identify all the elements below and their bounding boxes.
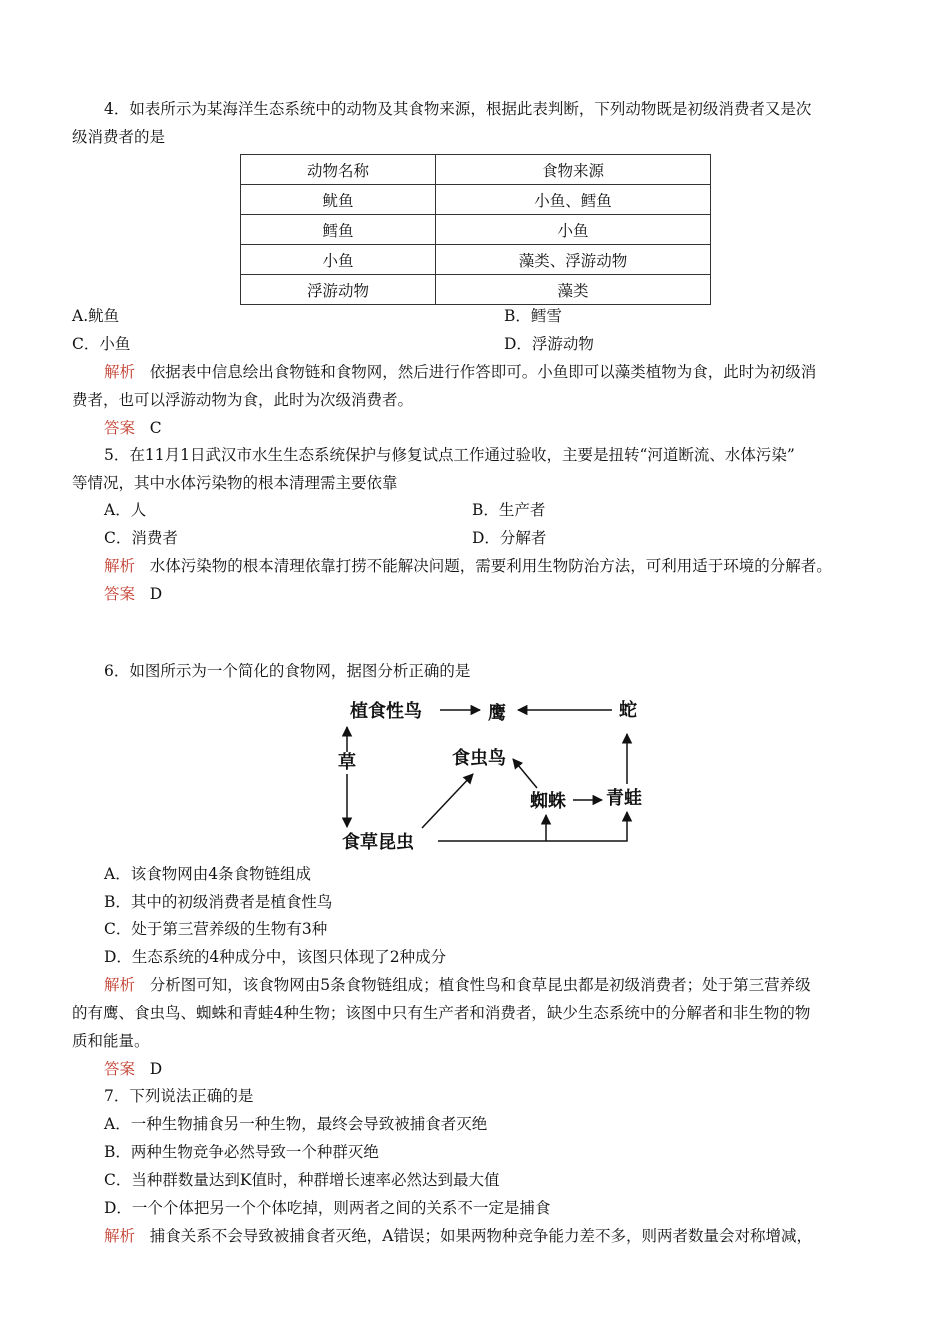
node-eagle: 鹰 xyxy=(488,703,506,724)
q6-option-c: C．处于第三营养级的生物有3种 xyxy=(104,920,328,938)
node-grass: 草 xyxy=(338,752,356,773)
analysis-text: 依据表中信息绘出食物链和食物网，然后进行作答即可。小鱼即可以藻类植物为食，此时为初级消 xyxy=(149,363,817,381)
analysis-text: 水体污染物的根本清理依靠打捞不能解决问题，需要利用生物防治方法，可利用适于环境的分解者。 xyxy=(149,557,832,575)
q7-stem: 7．下列说法正确的是 xyxy=(104,1087,254,1105)
table-row xyxy=(241,215,711,245)
analysis-label: 解析 xyxy=(104,363,136,381)
arrow-spider-to-insect-bird xyxy=(513,759,537,788)
table-row xyxy=(241,185,711,215)
table-row xyxy=(241,245,711,275)
q5-option-a: A．人 xyxy=(104,501,147,519)
answer-value: C xyxy=(149,419,162,437)
analysis-label: 解析 xyxy=(104,557,136,575)
table-cell: 小鱼 xyxy=(436,215,711,245)
q6-analysis-line2: 的有鹰、食虫鸟、蜘蛛和青蛙4种生物；该图中只有生产者和消费者，缺少生态系统中的分解者和非生物的物 xyxy=(72,1004,811,1022)
q4-answer xyxy=(104,417,162,439)
table-cell: 小鱼 xyxy=(241,245,436,275)
analysis-text: 捕食关系不会导致被捕食者灭绝，A错误；如果两物种竞争能力差不多，则两者数量会对称增减， xyxy=(149,1227,812,1245)
q5-option-b: B．生产者 xyxy=(472,501,546,519)
q4-analysis-line1 xyxy=(104,361,816,383)
analysis-label: 解析 xyxy=(104,1227,136,1245)
table-cell: 鳕鱼 xyxy=(241,215,436,245)
q4-analysis-line2: 费者，也可以浮游动物为食，此时为次级消费者。 xyxy=(72,391,414,409)
q7-analysis-line1 xyxy=(104,1225,812,1247)
arrow-insect-to-insect-bird xyxy=(422,774,473,828)
table-row xyxy=(241,275,711,305)
q4-option-a: A.鱿鱼 xyxy=(72,307,120,325)
q6-analysis-line1 xyxy=(104,974,811,996)
q6-option-d: D．生态系统的4种成分中，该图只体现了2种成分 xyxy=(104,948,447,966)
table-header-row xyxy=(241,155,711,185)
node-herbivore-bird: 植食性鸟 xyxy=(350,701,422,722)
node-spider: 蜘蛛 xyxy=(530,791,566,812)
node-frog: 青蛙 xyxy=(606,788,642,809)
q4-stem-line2: 级消费者的是 xyxy=(72,128,166,146)
node-snake: 蛇 xyxy=(619,700,637,721)
table-header-food: 食物来源 xyxy=(436,155,711,185)
q5-stem-line1: 5．在11月1日武汉市水生生态系统保护与修复试点工作通过验收，主要是扭转“河道断流、水体污染” xyxy=(104,446,795,464)
q5-option-d: D．分解者 xyxy=(472,529,547,547)
table-header-animal: 动物名称 xyxy=(241,155,436,185)
q4-stem-line1: 4．如表所示为某海洋生态系统中的动物及其食物来源，根据此表判断，下列动物既是初级消费者又是次 xyxy=(104,100,812,118)
arrow-insect-to-frog xyxy=(438,812,627,841)
analysis-text: 分析图可知，该食物网由5条食物链组成；植食性鸟和食草昆虫都是初级消费者；处于第三营养级 xyxy=(149,976,811,994)
q4-option-d: D．浮游动物 xyxy=(504,335,594,353)
q4-option-b: B．鳕雪 xyxy=(504,307,562,325)
q6-option-b: B．其中的初级消费者是植食性鸟 xyxy=(104,893,333,911)
q5-analysis-line1 xyxy=(104,555,832,577)
q5-stem-line2: 等情况，其中水体污染物的根本清理需主要依靠 xyxy=(72,474,398,492)
answer-label: 答案 xyxy=(104,585,136,603)
q5-option-c: C．消费者 xyxy=(104,529,178,547)
node-insect: 食草昆虫 xyxy=(342,832,414,853)
node-insect-bird: 食虫鸟 xyxy=(452,748,506,769)
q6-answer xyxy=(104,1058,162,1080)
q7-option-c: C．当种群数量达到K值时，种群增长速率必然达到最大值 xyxy=(104,1171,500,1189)
answer-value: D xyxy=(149,585,163,603)
answer-label: 答案 xyxy=(104,419,136,437)
table-cell: 藻类、浮游动物 xyxy=(436,245,711,275)
q4-food-table xyxy=(240,154,711,305)
analysis-label: 解析 xyxy=(104,976,136,994)
q6-option-a: A．该食物网由4条食物链组成 xyxy=(104,865,312,883)
q7-option-b: B．两种生物竞争必然导致一个种群灭绝 xyxy=(104,1143,379,1161)
q6-stem: 6．如图所示为一个简化的食物网，据图分析正确的是 xyxy=(104,662,471,680)
food-web-diagram xyxy=(330,694,660,860)
answer-label: 答案 xyxy=(104,1060,136,1078)
table-cell: 浮游动物 xyxy=(241,275,436,305)
q5-answer xyxy=(104,583,162,605)
q4-option-c: C．小鱼 xyxy=(72,335,131,353)
answer-value: D xyxy=(149,1060,163,1078)
table-cell: 小鱼、鳕鱼 xyxy=(436,185,711,215)
q7-option-d: D．一个个体把另一个个体吃掉，则两者之间的关系不一定是捕食 xyxy=(104,1199,551,1217)
q6-analysis-line3: 质和能量。 xyxy=(72,1032,150,1050)
q7-option-a: A．一种生物捕食另一种生物，最终会导致被捕食者灭绝 xyxy=(104,1115,488,1133)
table-cell: 藻类 xyxy=(436,275,711,305)
table-cell: 鱿鱼 xyxy=(241,185,436,215)
